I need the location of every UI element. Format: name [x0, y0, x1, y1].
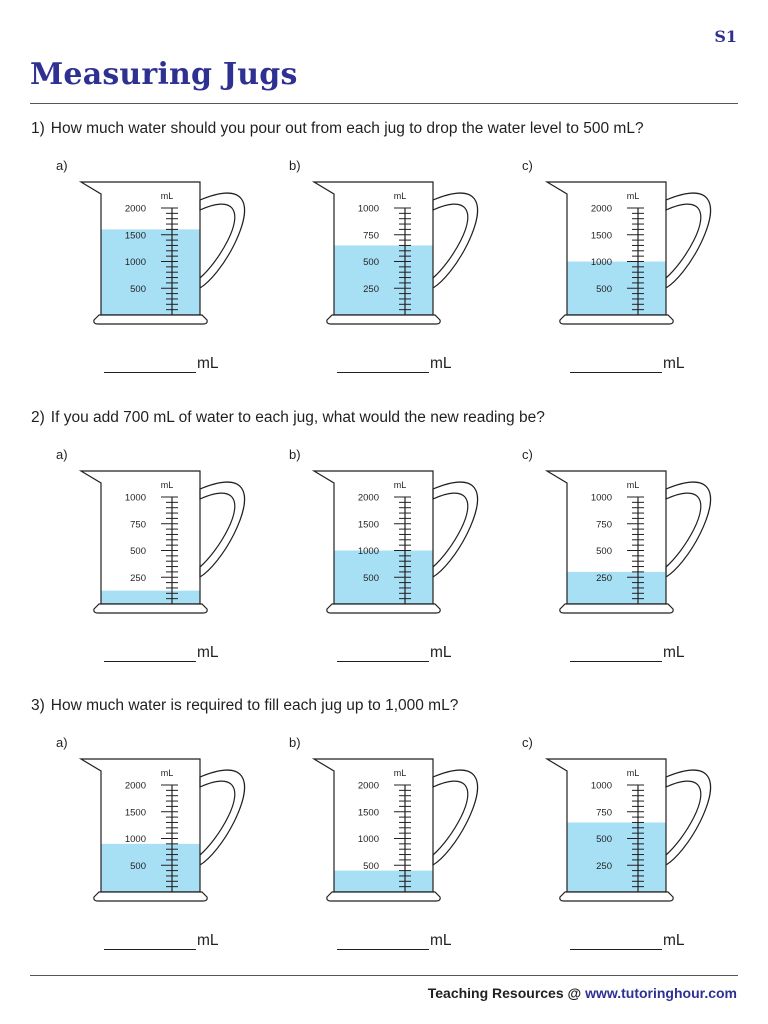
answer-unit: mL	[197, 932, 219, 949]
question-2	[31, 409, 751, 427]
footer-divider	[30, 975, 738, 976]
answer-field[interactable]	[570, 932, 685, 950]
answer-unit: mL	[197, 644, 219, 661]
item-label: a)	[56, 447, 68, 462]
scale-value: 1500	[124, 807, 146, 819]
answer-unit: mL	[663, 644, 685, 661]
scale-value: 2000	[124, 203, 146, 215]
water-fill	[334, 245, 433, 315]
water-fill	[101, 591, 200, 604]
scale-value: 500	[596, 834, 612, 845]
scale-value: 250	[596, 572, 612, 584]
item-label: c)	[522, 447, 533, 462]
answer-field[interactable]	[104, 932, 219, 950]
scale-unit-label: mL	[393, 480, 407, 490]
scale-value: 750	[596, 519, 612, 531]
jug-base	[94, 315, 207, 324]
jug-handle	[433, 770, 478, 865]
question-text: How much water is required to fill each jug up to 1,000 mL?	[50, 697, 459, 714]
answer-field[interactable]	[570, 644, 685, 662]
measuring-jug	[494, 170, 714, 345]
question-1	[31, 120, 751, 138]
item-label: a)	[56, 158, 68, 173]
answer-unit: mL	[430, 932, 452, 949]
water-fill	[334, 871, 433, 892]
scale-value: 1500	[357, 807, 379, 819]
scale-value: 1000	[124, 492, 146, 504]
question-text: If you add 700 mL of water to each jug, what would the new reading be?	[50, 409, 545, 426]
scale-value: 250	[363, 283, 379, 295]
scale-value: 1000	[357, 546, 379, 557]
jug-base	[560, 892, 673, 901]
scale-value: 500	[130, 283, 146, 295]
answer-unit: mL	[663, 355, 685, 372]
scale-value: 2000	[590, 203, 612, 215]
scale-value: 1000	[124, 257, 146, 268]
scale-value: 2000	[357, 780, 379, 792]
measuring-jug	[28, 459, 248, 634]
answer-field[interactable]	[337, 932, 452, 950]
jug-item-1-c	[494, 158, 724, 393]
scale-value: 250	[130, 572, 146, 584]
scale-value: 1000	[590, 780, 612, 792]
question-text: How much water should you pour out from each jug to drop the water level to 500 mL?	[50, 120, 644, 137]
jug-item-2-a	[28, 447, 258, 682]
title-divider	[30, 103, 738, 104]
jug-body	[81, 471, 200, 604]
answer-blank[interactable]	[104, 645, 196, 662]
scale-unit-label: mL	[160, 191, 174, 201]
jug-handle	[200, 482, 245, 577]
scale-unit-label: mL	[626, 191, 640, 201]
measuring-jug	[28, 170, 248, 345]
item-label: b)	[289, 158, 301, 173]
jug-handle	[433, 193, 478, 288]
jug-item-1-b	[261, 158, 491, 393]
water-fill	[567, 822, 666, 892]
scale-value: 500	[130, 546, 146, 557]
scale-value: 2000	[357, 492, 379, 504]
scale-value: 1000	[357, 203, 379, 215]
scale-value: 750	[130, 519, 146, 531]
answer-blank[interactable]	[337, 933, 429, 950]
answer-blank[interactable]	[570, 356, 662, 373]
measuring-jug	[28, 747, 248, 922]
jug-handle	[200, 193, 245, 288]
item-label: a)	[56, 735, 68, 750]
item-label: b)	[289, 735, 301, 750]
measuring-jug	[494, 459, 714, 634]
scale-value: 1500	[124, 230, 146, 242]
measuring-jug	[261, 747, 481, 922]
water-fill	[101, 844, 200, 892]
answer-field[interactable]	[337, 644, 452, 662]
scale-value: 500	[596, 546, 612, 557]
scale-value: 750	[596, 807, 612, 819]
scale-value: 500	[363, 257, 379, 268]
scale-value: 750	[363, 230, 379, 242]
measuring-jug	[494, 747, 714, 922]
jug-base	[327, 315, 440, 324]
jug-item-3-a	[28, 735, 258, 970]
jug-base	[560, 604, 673, 613]
scale-value: 500	[363, 860, 379, 872]
item-label: b)	[289, 447, 301, 462]
scale-value: 2000	[124, 780, 146, 792]
scale-unit-label: mL	[393, 768, 407, 778]
answer-blank[interactable]	[104, 933, 196, 950]
jug-base	[327, 892, 440, 901]
footer-link[interactable]: www.tutoringhour.com	[585, 985, 737, 1001]
water-fill	[567, 572, 666, 604]
answer-unit: mL	[197, 355, 219, 372]
answer-blank[interactable]	[337, 356, 429, 373]
measuring-jug	[261, 170, 481, 345]
question-number: 2)	[31, 409, 45, 426]
scale-unit-label: mL	[626, 480, 640, 490]
footer	[428, 985, 737, 1001]
footer-prefix: Teaching Resources @	[427, 985, 586, 1001]
scale-value: 1000	[357, 834, 379, 845]
answer-blank[interactable]	[104, 356, 196, 373]
question-number: 3)	[31, 697, 45, 714]
answer-unit: mL	[430, 644, 452, 661]
jug-item-2-c	[494, 447, 724, 682]
water-fill	[334, 551, 433, 605]
water-fill	[567, 262, 666, 316]
answer-blank[interactable]	[570, 933, 662, 950]
jug-handle	[666, 770, 711, 865]
answer-field[interactable]	[337, 355, 452, 373]
scale-unit-label: mL	[393, 191, 407, 201]
jug-handle	[666, 193, 711, 288]
jug-handle	[200, 770, 245, 865]
scale-value: 500	[130, 860, 146, 872]
jug-item-2-b	[261, 447, 491, 682]
answer-blank[interactable]	[337, 645, 429, 662]
jug-item-3-c	[494, 735, 724, 970]
scale-value: 1000	[590, 257, 612, 268]
scale-unit-label: mL	[160, 480, 174, 490]
scale-value: 1500	[357, 519, 379, 531]
item-label: c)	[522, 158, 533, 173]
item-label: c)	[522, 735, 533, 750]
scale-value: 500	[363, 572, 379, 584]
jug-item-3-b	[261, 735, 491, 970]
scale-value: 1500	[590, 230, 612, 242]
answer-field[interactable]	[104, 355, 219, 373]
scale-unit-label: mL	[160, 768, 174, 778]
jug-base	[94, 604, 207, 613]
water-fill	[101, 229, 200, 315]
jug-base	[327, 604, 440, 613]
page-title: Measuring Jugs	[30, 57, 298, 92]
scale-value: 1000	[124, 834, 146, 845]
answer-unit: mL	[663, 932, 685, 949]
answer-field[interactable]	[570, 355, 685, 373]
jug-handle	[666, 482, 711, 577]
jug-base	[560, 315, 673, 324]
sheet-code: S1	[714, 27, 737, 46]
answer-unit: mL	[430, 355, 452, 372]
scale-value: 250	[596, 860, 612, 872]
jug-item-1-a	[28, 158, 258, 393]
scale-unit-label: mL	[626, 768, 640, 778]
question-3	[31, 697, 751, 715]
scale-value: 1000	[590, 492, 612, 504]
measuring-jug	[261, 459, 481, 634]
question-number: 1)	[31, 120, 45, 137]
scale-value: 500	[596, 283, 612, 295]
answer-field[interactable]	[104, 644, 219, 662]
answer-blank[interactable]	[570, 645, 662, 662]
jug-base	[94, 892, 207, 901]
jug-handle	[433, 482, 478, 577]
